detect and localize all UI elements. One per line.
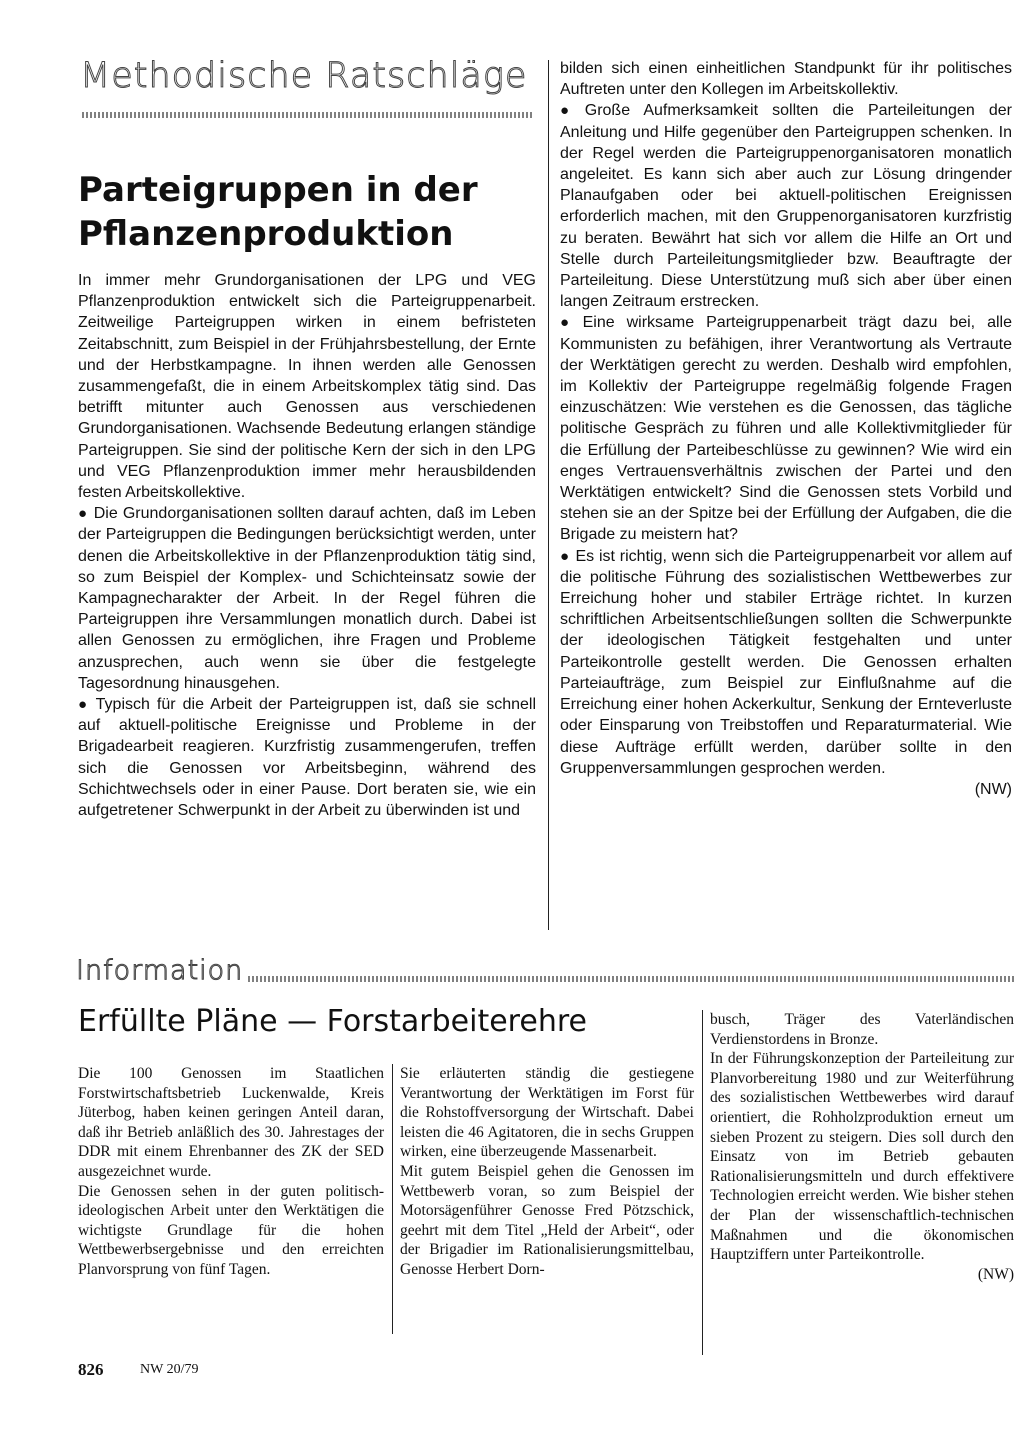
paragraph: Die Genossen sehen in der guten politisch-ideologischen Arbeit unter den Werktätigen die wichtigste Grundlage für die hohen Wettbewerbsergebnisse und den erreichten Planvorsprung von fünf Tagen. bbox=[78, 1182, 384, 1278]
paragraph: ● Große Aufmerksamkeit sollten die Parteileitungen der Anleitung und Hilfe gegenüber den Parteigruppen schenken. In der Regel werden die Parteigruppenorganisatoren monatlich angeleitet. Es kann sich aber auch zur Lösung dringender Planaufgaben oder bei aktuell-politischen Ereignissen erforderlich machen, mit den Gruppenorganisatoren kurzfristig zu beraten. Bewährt hat sich vor allem die Hilfe an Ort und Stelle durch Parteileitungsmitglieder bzw. Beauftragte der Parteileitung. Diese Unterstützung muß sich aber über einen langen Zeitraum erstrecken. bbox=[560, 102, 1012, 311]
paragraph: ● Eine wirksame Parteigruppenarbeit trägt dazu bei, alle Kommunisten zu befähigen, ihrer Verantwortung als Vertraute der Werktätigen gerecht zu werden. Deshalb wird empfohlen, im Kollektiv der Parteigruppe regelmäßig folgende Fragen einzuschätzen: Wie verstehen es die Genossen, das tägliche politische Gespräch zu führen und alle Kollektivmitglieder für die Erfüllung der Parteibeschlüsse zu gewinnen? Wie wird ein enges Vertrauensverhältnis zwischen der Partei und den Werktätigen entwickelt? Sind die Genossen stets Vorbild und stehen sie an der Spitze bei der Erfüllung der Aufgaben, die die Brigade zu meistern hat? bbox=[560, 314, 1012, 544]
paragraph: busch, Träger des Vaterländischen Verdienstordens in Bronze. bbox=[710, 1011, 1014, 1048]
author-signature: (NW) bbox=[977, 1265, 1014, 1283]
paragraph: In der Führungskonzeption der Parteileitung zur Planvorbereitung 1980 und zur Weiterführung des sozialistischen Wettbewerbes wird darauf orientiert, die Rohholzproduktion erneut um sieben Prozent zu steigern. Dies soll durch den Einsatz von im Betrieb gebauten Rationalisierungsmitteln und durch effektivere Technologien erreicht werden. Wie bisher stehen der Plan der wissenschaftlich-technischen Maßnahmen und die ökonomischen Hauptziffern unter Parteikontrolle. bbox=[710, 1050, 1014, 1264]
article-left-column bbox=[78, 270, 536, 821]
paragraph: ● Typisch für die Arbeit der Parteigruppen ist, daß sie schnell auf aktuell-politische Ereignisse und Probleme in der Brigadearbeit reagieren. Kurzfristig zusammengerufen, treffen sich die Genossen vor Arbeitsbeginn, während des Schichtwechsels oder in einer Pause. Dort beraten sie, wie ein aufgetretener Schwerpunkt in der Arbeit zu überwinden ist und bbox=[78, 696, 537, 820]
headline-parteigruppen: Parteigruppen in der Pflanzenproduktion bbox=[78, 170, 478, 254]
info-column-2 bbox=[400, 1064, 694, 1280]
section-rule-top bbox=[82, 112, 532, 118]
info-column-3 bbox=[710, 1010, 1014, 1284]
bullet-icon: ● bbox=[560, 102, 579, 120]
paragraph: Mit gutem Beispiel gehen die Genossen im Wettbewerb voran, so zum Beispiel der Motorsägenführer Genosse Fred Pötzschick, geehrt mit dem Titel „Held der Arbeit“, oder der Brigadier im Rationalisierungsmittelbau, Genosse Herbert Dorn- bbox=[400, 1162, 694, 1278]
issue-label: NW 20/79 bbox=[140, 1362, 199, 1377]
page-number: 826 bbox=[78, 1360, 104, 1379]
column-divider bbox=[702, 1010, 703, 1355]
paragraph: Sie erläuterten ständig die gestiegene Verantwortung der Werktätigen im Forst für die Rohstoffversorgung der Wirtschaft. Dabei leisten die 46 Agitatoren, die in sechs Gruppen wirken, eine überzeugende Massenarbeit. bbox=[400, 1065, 694, 1161]
paragraph: Die 100 Genossen im Staatlichen Forstwirtschaftsbetrieb Luckenwalde, Kreis Jüterbog, haben keinen geringen Anteil daran, daß ihr Betrieb anläßlich des 30. Jahrestages der DDR mit einem Ehrenbanner des ZK der SED ausgezeichnet wurde. bbox=[78, 1065, 384, 1180]
author-signature: (NW) bbox=[974, 780, 1012, 798]
paragraph: In immer mehr Grundorganisationen der LPG und VEG Pflanzenproduktion entwickelt sich die Parteigruppenarbeit. Zeitweilige Parteigruppen wirken in einem befristeten Zeitabschnitt, zum Beispiel in der Frühjahrsbestellung, der Ernte und der Herbstkampagne. In ihnen werden alle Genossen zusammengefaßt, die in einem Arbeitskomplex tätig sind. Das betrifft mitunter auch Genossen aus verschiedenen Grundorganisationen. Wachsende Bedeutung erlangen ständige Parteigruppen. Sie sind der politische Kern der sich in den LPG und VEG Pflanzenproduktion immer mehr herausbildenden festen Arbeitskollektive. bbox=[78, 272, 536, 502]
paragraph: ● Die Grundorganisationen sollten darauf achten, daß im Leben der Parteigruppen die Bedingungen berücksichtigt werden, unter denen die Arbeitskollektive in der Pflanzenproduktion tätig sind, so zum Beispiel der Komplex- und Schichteinsatz sowie der Kampagnecharakter der Arbeit. In der Regel führen die Parteigruppen ihre Versammlungen monatlich durch. Dabei ist allen Genossen zu ermöglichen, ihre Fragen und Probleme anzusprechen, auch wenn sie über die festgelegte Tagesordnung hinausgehen. bbox=[78, 505, 537, 692]
bullet-icon: ● bbox=[78, 696, 90, 714]
paragraph: bilden sich einen einheitlichen Standpunkt für ihr politisches Auftreten unter den Kollegen im Arbeitskollektiv. bbox=[560, 60, 1012, 99]
bullet-icon: ● bbox=[78, 505, 88, 523]
column-divider bbox=[548, 60, 549, 930]
section-label-methodische-ratschlaege: Methodische Ratschläge bbox=[80, 56, 528, 96]
article-right-column bbox=[560, 58, 1012, 800]
column-divider bbox=[392, 1064, 393, 1334]
headline-erfuellte-plaene: Erfüllte Pläne — Forstarbeiterehre bbox=[78, 1004, 587, 1039]
info-column-1 bbox=[78, 1064, 384, 1280]
bullet-icon: ● bbox=[560, 547, 570, 565]
bullet-icon: ● bbox=[560, 314, 577, 332]
section-rule-bottom bbox=[248, 976, 1014, 982]
section-label-information: Information bbox=[76, 955, 244, 986]
paragraph: ● Es ist richtig, wenn sich die Parteigruppenarbeit vor allem auf die politische Führung des sozialistischen Wettbewerbes zur Erreichung hoher und stabiler Erträge richtet. In kurzen schriftlichen Arbeitsentschließungen sollten die Schwerpunkte der ideologischen Tätigkeit festgehalten und unter Parteikontrolle gestellt werden. Die Genossen erhalten Parteiaufträge, zum Beispiel zur Einflußnahme auf die Erreichung einer hohen Ackerkultur, Senkung der Ernteverluste oder Einsparung von Treibstoffen und Reparaturmaterial. Wie diese Aufträge erfüllt werden, darüber sollte in den Gruppenversammlungen gesprochen werden. bbox=[560, 547, 1012, 777]
